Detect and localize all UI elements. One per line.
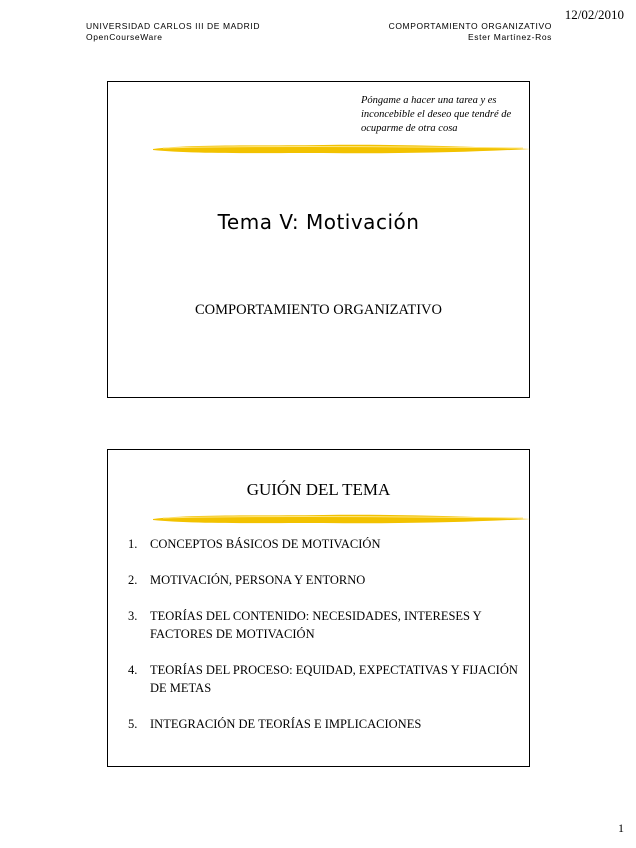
slide-title: Tema V: Motivación [217, 210, 420, 234]
topic-outline-list [128, 535, 518, 751]
list-item [128, 535, 518, 553]
item-number: 5. [128, 717, 138, 731]
page-number: 1 [618, 821, 624, 835]
list-item [128, 715, 518, 733]
slide-subtitle: COMPORTAMIENTO ORGANIZATIVO [194, 302, 443, 318]
item-text: TEORÍAS DEL CONTENIDO: NECESIDADES, INTERESES Y FACTORES DE MOTIVACIÓN [150, 609, 482, 641]
item-text: TEORÍAS DEL PROCESO: EQUIDAD, EXPECTATIVAS Y FIJACIÓN DE METAS [150, 663, 518, 695]
item-number: 1. [128, 537, 138, 551]
slide-2 [107, 449, 530, 767]
item-number: 4. [128, 663, 138, 677]
header-left [86, 21, 260, 43]
list-item [128, 571, 518, 589]
slide-title: GUIÓN DEL TEMA [246, 480, 391, 499]
item-text: INTEGRACIÓN DE TEORÍAS E IMPLICACIONES [150, 717, 422, 731]
author-name: Ester Martínez-Ros [467, 32, 552, 42]
university-name: UNIVERSIDAD CARLOS III DE MADRID [86, 21, 261, 31]
slide-1 [107, 81, 530, 398]
item-text: MOTIVACIÓN, PERSONA Y ENTORNO [150, 573, 366, 587]
item-text: CONCEPTOS BÁSICOS DE MOTIVACIÓN [150, 537, 381, 551]
course-name: COMPORTAMIENTO ORGANIZATIVO [388, 21, 552, 31]
opencourseware-label: OpenCourseWare [86, 32, 163, 42]
brush-stroke-decoration [153, 142, 531, 156]
slide-quote: Póngame a hacer una tarea y es inconcebible el deseo que tendré de ocuparme de otra cosa [361, 95, 512, 134]
brush-stroke-decoration [153, 512, 531, 526]
list-item [128, 661, 518, 697]
item-number: 3. [128, 609, 138, 623]
list-item [128, 607, 518, 643]
header-right [389, 21, 552, 43]
print-date: 12/02/2010 [564, 7, 624, 22]
item-number: 2. [128, 573, 138, 587]
